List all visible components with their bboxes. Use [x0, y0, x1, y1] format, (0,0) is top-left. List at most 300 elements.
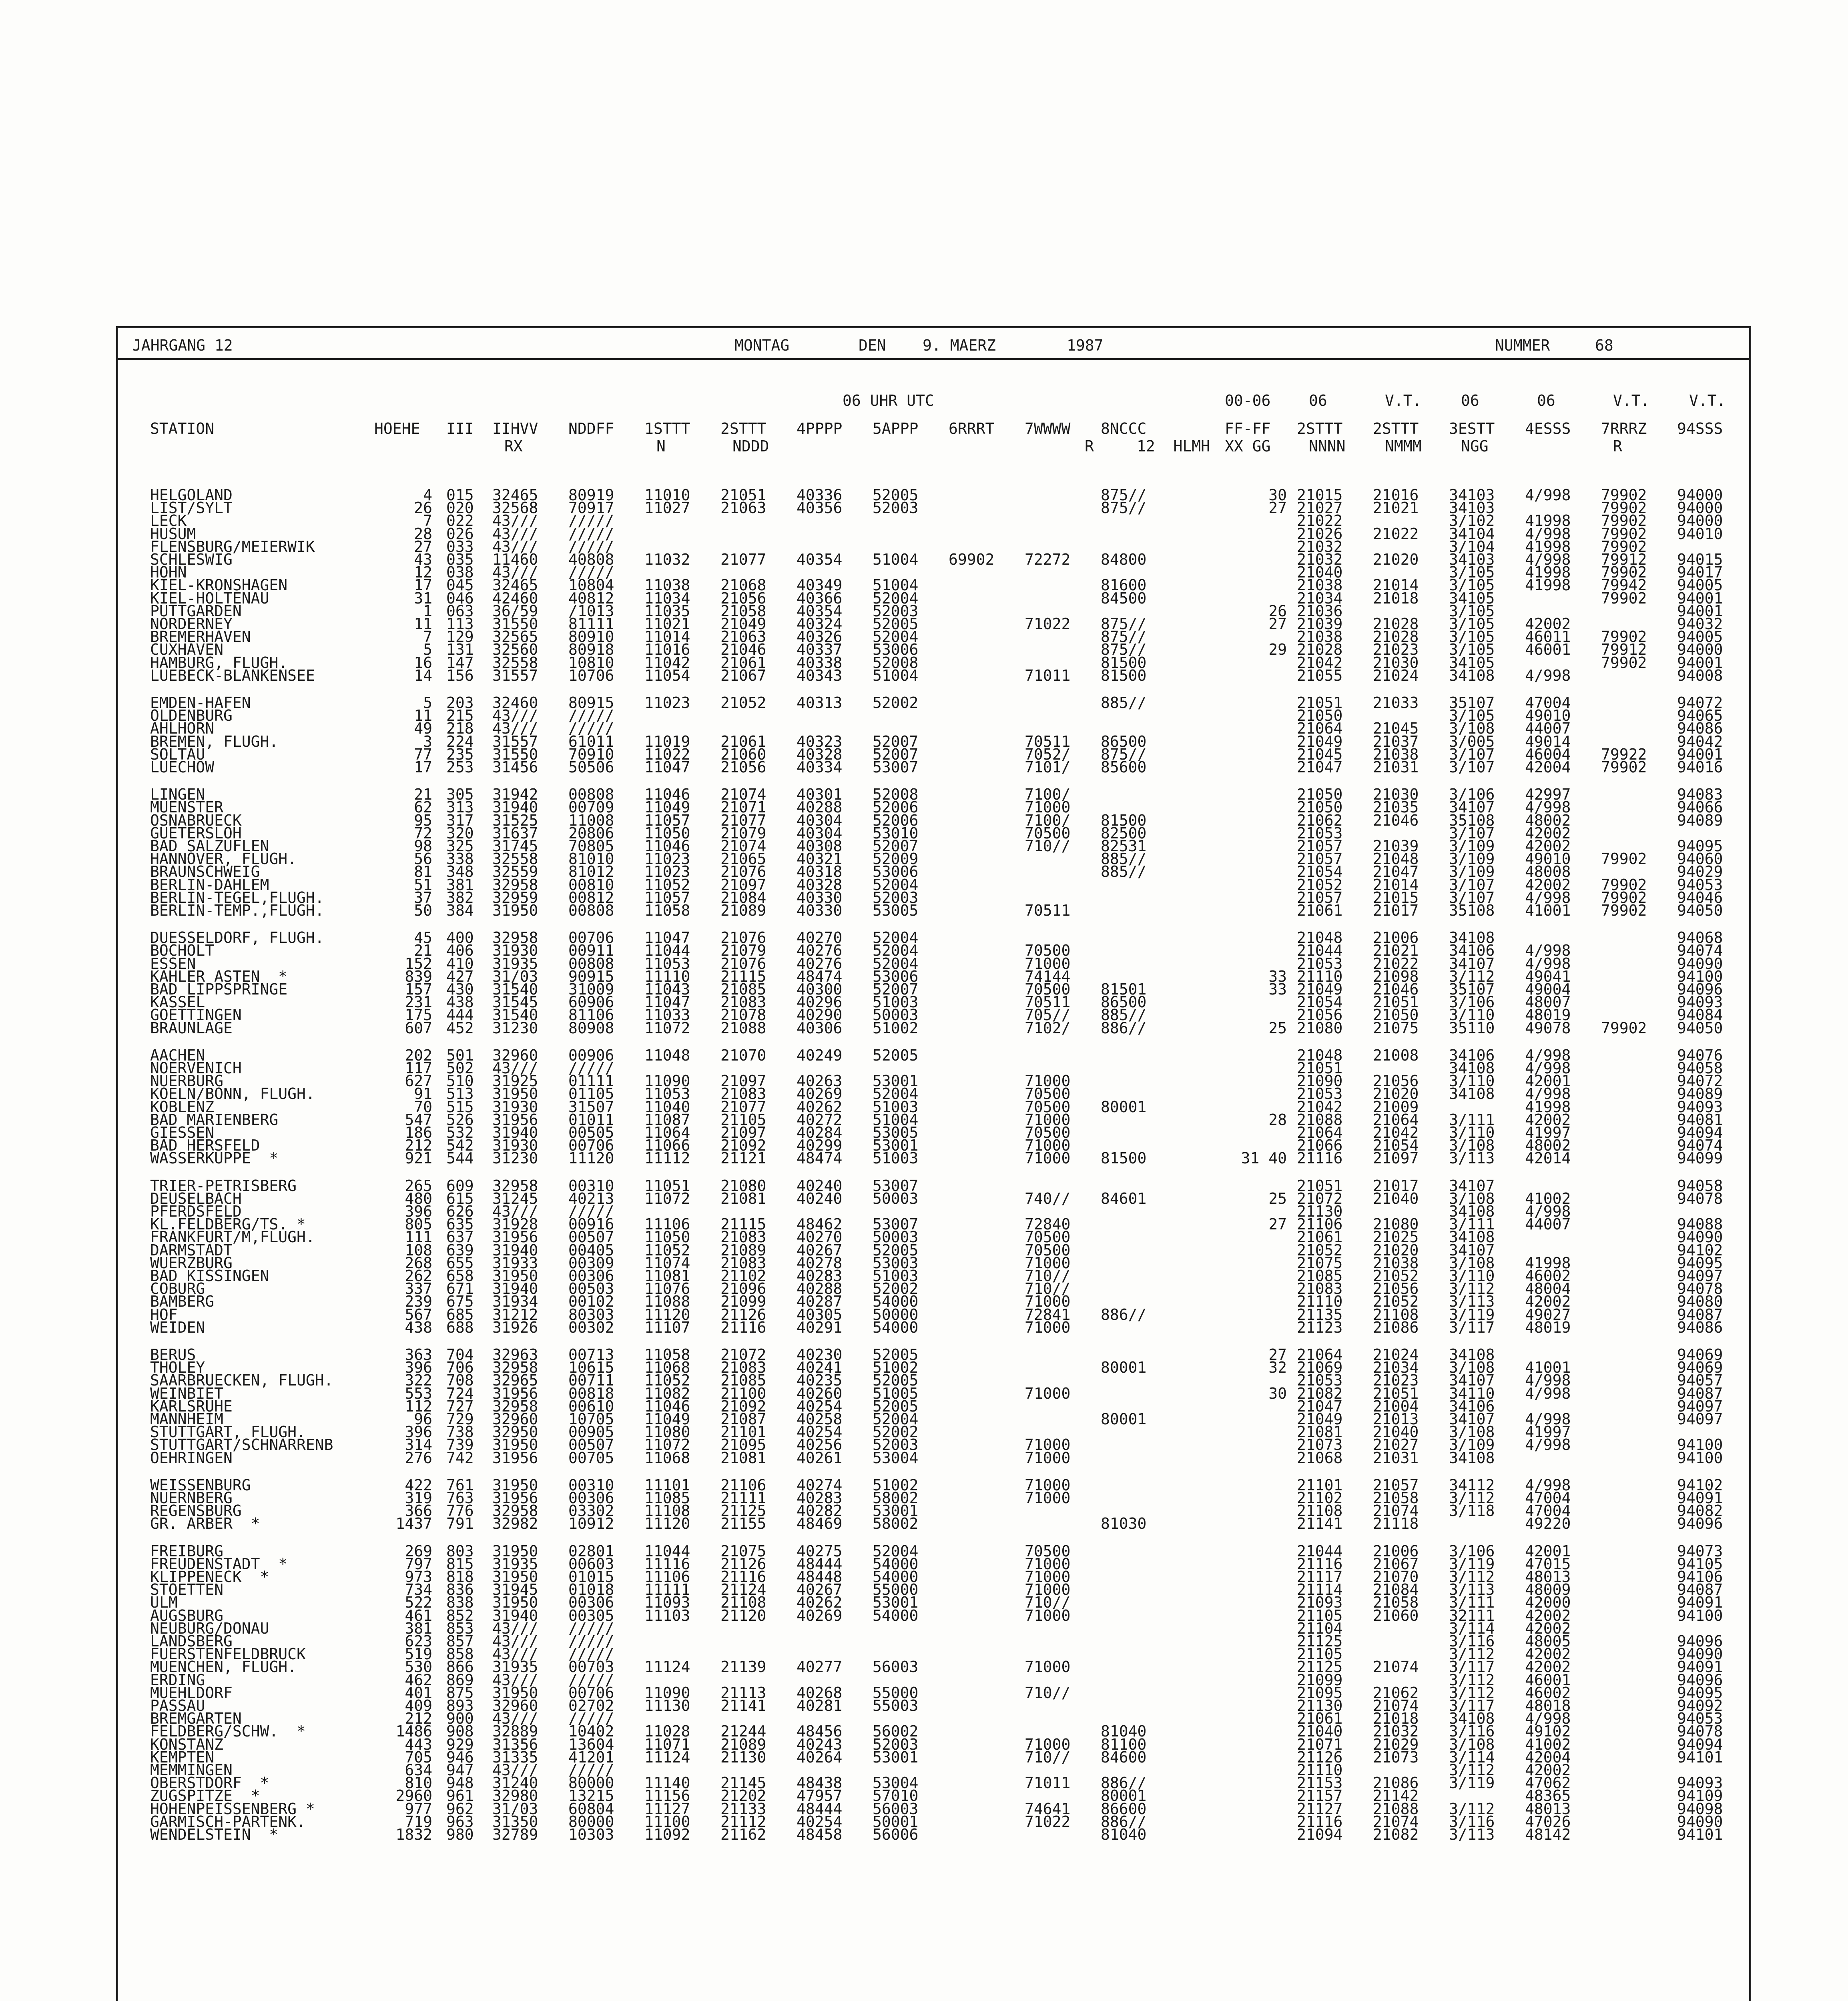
station-name: NEUBURG/DONAU	[150, 1619, 269, 1637]
table-cell: 31/03	[492, 967, 538, 985]
table-cell: 52004	[873, 589, 919, 607]
station-name: PUTTGARDEN	[150, 602, 242, 620]
table-cell: 21054	[1373, 1137, 1419, 1155]
table-cell: 81600	[1101, 576, 1147, 594]
table-cell: 32460	[492, 694, 538, 712]
table-cell: 10303	[568, 1826, 614, 1843]
table-cell: 21115	[720, 1215, 766, 1233]
table-cell: 858	[446, 1645, 474, 1663]
column-header: 6RRRT	[949, 420, 995, 437]
table-cell: 7102/	[1025, 1019, 1071, 1037]
table-cell: 4/998	[1525, 1476, 1571, 1494]
table-cell: 40287	[797, 1293, 843, 1311]
table-cell: 42000	[1525, 1594, 1571, 1612]
table-cell: 55003	[873, 1697, 919, 1714]
table-cell: 00302	[568, 1318, 614, 1336]
table-cell: 10912	[568, 1515, 614, 1533]
table-cell: 519	[405, 1645, 432, 1663]
column-header: 2STTT	[1373, 420, 1419, 437]
table-cell: 40213	[568, 1189, 614, 1207]
station-name: OSNABRUECK	[150, 811, 242, 829]
table-cell: 21074	[1373, 1697, 1419, 1714]
table-cell: 729	[446, 1410, 474, 1428]
table-cell: 32789	[492, 1826, 538, 1843]
table-cell: 11085	[644, 1489, 690, 1507]
table-cell: 00808	[568, 786, 614, 804]
table-cell: 21058	[1373, 1489, 1419, 1507]
column-header: III	[446, 420, 474, 437]
table-cell: 21064	[1297, 1346, 1343, 1363]
table-cell: 71000	[1025, 1568, 1071, 1586]
table-cell: 21075	[1297, 1254, 1343, 1272]
table-cell: 46001	[1525, 1671, 1571, 1689]
table-cell: 00306	[568, 1594, 614, 1612]
table-cell: 14	[414, 666, 432, 684]
table-cell: 34108	[1449, 929, 1495, 947]
table-cell: 727	[446, 1397, 474, 1415]
table-cell: 31950	[492, 902, 538, 919]
column-header: 4ESSS	[1525, 420, 1571, 437]
table-cell: 79902	[1601, 563, 1647, 581]
station-name: WUERZBURG	[150, 1254, 233, 1272]
table-cell: 3/116	[1449, 1632, 1495, 1650]
table-cell: 21057	[1297, 888, 1343, 906]
table-cell: 00505	[568, 1124, 614, 1141]
column-header: HOEHE	[374, 420, 420, 437]
table-cell: 3/108	[1449, 1735, 1495, 1753]
table-cell: 96	[414, 1410, 432, 1428]
table-cell: 11090	[644, 1072, 690, 1090]
table-cell: 21127	[1297, 1800, 1343, 1818]
table-cell: 31934	[492, 1293, 538, 1311]
table-cell: 72841	[1025, 1305, 1071, 1323]
table-cell: 40262	[797, 1098, 843, 1116]
table-cell: 40281	[797, 1697, 843, 1714]
table-cell: 11066	[644, 1137, 690, 1155]
table-cell: 639	[446, 1241, 474, 1259]
column-header: 2STTT	[1297, 420, 1343, 437]
table-row	[118, 667, 1749, 685]
table-cell: 963	[446, 1813, 474, 1831]
table-cell: 035	[446, 551, 474, 568]
table-cell: 11052	[644, 876, 690, 894]
table-cell: 875//	[1101, 486, 1147, 504]
table-cell: 112	[405, 1397, 432, 1415]
table-cell: 438	[405, 1318, 432, 1336]
table-cell: 32558	[492, 654, 538, 672]
station-name: COBURG	[150, 1280, 205, 1298]
table-cell: 40260	[797, 1384, 843, 1402]
table-cell: 21049	[1297, 980, 1343, 998]
table-cell: 42002	[1525, 615, 1571, 633]
table-cell: 3/108	[1449, 1254, 1495, 1272]
table-cell: 40269	[797, 1085, 843, 1103]
table-cell: 348	[446, 863, 474, 881]
table-cell: 70511	[1025, 902, 1071, 919]
table-cell: 152	[405, 954, 432, 972]
table-cell: 79902	[1601, 525, 1647, 543]
table-cell: 71000	[1025, 1449, 1071, 1467]
station-name: PASSAU	[150, 1697, 205, 1714]
table-cell: 21072	[1297, 1189, 1343, 1207]
table-cell: 21101	[1297, 1476, 1343, 1494]
station-name: DARMSTADT	[150, 1241, 233, 1259]
station-name: NUERBURG	[150, 1072, 224, 1090]
table-cell: 00709	[568, 798, 614, 816]
table-cell: 41201	[568, 1748, 614, 1766]
table-cell: 52005	[873, 1371, 919, 1389]
table-cell: 52004	[873, 1542, 919, 1560]
table-cell: 47004	[1525, 1489, 1571, 1507]
table-cell: 53001	[873, 1748, 919, 1766]
table-cell: 627	[405, 1072, 432, 1090]
table-cell: 4/998	[1525, 888, 1571, 906]
table-cell: 47015	[1525, 1555, 1571, 1573]
table-cell: 79902	[1601, 758, 1647, 776]
table-cell: 406	[446, 942, 474, 960]
table-cell: 3/119	[1449, 1555, 1495, 1573]
table-cell: 70511	[1025, 732, 1071, 750]
table-cell: 852	[446, 1606, 474, 1624]
station-name: STUTTGART/SCHNARRENB	[150, 1436, 333, 1454]
table-cell: 34108	[1449, 1085, 1495, 1103]
table-cell: 31540	[492, 1006, 538, 1024]
table-cell: 00906	[568, 1046, 614, 1064]
table-cell: 21086	[1373, 1774, 1419, 1792]
table-cell: 21104	[1297, 1619, 1343, 1637]
table-cell: 444	[446, 1006, 474, 1024]
table-cell: 11	[414, 707, 432, 725]
table-cell: 21155	[720, 1515, 766, 1533]
table-cell: 015	[446, 486, 474, 504]
table-cell: 40306	[797, 1019, 843, 1037]
table-cell: 00713	[568, 1346, 614, 1363]
table-cell: 74144	[1025, 967, 1071, 985]
table-cell: 94100	[1677, 1606, 1723, 1624]
table-cell: 53007	[873, 758, 919, 776]
station-name: THOLEY	[150, 1359, 205, 1377]
table-cell: 42014	[1525, 1149, 1571, 1167]
table-cell: 21055	[1297, 666, 1343, 684]
table-cell: 94090	[1677, 1228, 1723, 1246]
table-cell: 00102	[568, 1293, 614, 1311]
table-cell: 21056	[720, 589, 766, 607]
table-cell: 34106	[1449, 1046, 1495, 1064]
table-cell: 21083	[1297, 1280, 1343, 1298]
table-cell: 21058	[720, 602, 766, 620]
table-cell: 51002	[873, 1476, 919, 1494]
table-cell: 21	[414, 942, 432, 960]
table-cell: 77	[414, 745, 432, 763]
table-cell: 43///	[492, 1632, 538, 1650]
table-cell: 81012	[568, 863, 614, 881]
table-cell: 31557	[492, 666, 538, 684]
table-cell: 94080	[1677, 1293, 1723, 1311]
station-name: KONSTANZ	[150, 1735, 224, 1753]
table-cell: 866	[446, 1658, 474, 1676]
table-cell: 21027	[1297, 499, 1343, 517]
table-cell: 79902	[1601, 850, 1647, 868]
table-cell: 94095	[1677, 1684, 1723, 1702]
column-group-header: 06	[1537, 392, 1555, 409]
table-cell: 81500	[1101, 666, 1147, 684]
table-cell: 11049	[644, 798, 690, 816]
table-cell: 675	[446, 1293, 474, 1311]
table-cell: 21062	[1297, 811, 1343, 829]
table-cell: 34108	[1449, 1228, 1495, 1246]
table-cell: 3/112	[1449, 1761, 1495, 1779]
table-cell: 11120	[644, 1305, 690, 1323]
table-cell: 52003	[873, 1436, 919, 1454]
station-name: EMDEN-HAFEN	[150, 694, 251, 712]
table-cell: 3/109	[1449, 1436, 1495, 1454]
table-cell: 11047	[644, 929, 690, 947]
table-cell: 94078	[1677, 1280, 1723, 1298]
station-name: REGENSBURG	[150, 1502, 242, 1520]
table-cell: 21126	[720, 1555, 766, 1573]
table-cell: 658	[446, 1267, 474, 1285]
table-cell: 35108	[1449, 811, 1495, 829]
table-cell: 3/118	[1449, 1502, 1495, 1520]
table-cell: 94001	[1677, 745, 1723, 763]
table-cell: 40269	[797, 1606, 843, 1624]
table-cell: 21040	[1297, 563, 1343, 581]
table-cell: 49014	[1525, 732, 1571, 750]
table-cell: 94000	[1677, 512, 1723, 530]
table-cell: 609	[446, 1177, 474, 1195]
table-cell: 71000	[1025, 1254, 1071, 1272]
table-cell: 31245	[492, 1189, 538, 1207]
table-cell: 461	[405, 1606, 432, 1624]
table-cell: 00306	[568, 1489, 614, 1507]
table-cell: 71000	[1025, 1318, 1071, 1336]
table-cell: 84601	[1101, 1189, 1147, 1207]
table-cell: 53001	[873, 1502, 919, 1520]
station-name: MUENSTER	[150, 798, 224, 816]
column-subheader: NNNN	[1309, 437, 1346, 455]
table-cell: 839	[405, 967, 432, 985]
table-cell: 4/998	[1525, 954, 1571, 972]
table-cell: /1013	[568, 602, 614, 620]
table-cell: 01105	[568, 1085, 614, 1103]
table-cell: 235	[446, 745, 474, 763]
table-cell: 305	[446, 786, 474, 804]
table-cell: 11116	[644, 1555, 690, 1573]
table-cell: 31956	[492, 1111, 538, 1129]
table-cell: 94090	[1677, 1813, 1723, 1831]
table-cell: 94096	[1677, 1632, 1723, 1650]
table-cell: 21022	[1373, 954, 1419, 972]
station-name: SCHLESWIG	[150, 551, 233, 568]
station-name: KOBLENZ	[150, 1098, 215, 1116]
table-cell: 11068	[644, 1359, 690, 1377]
table-cell: 48474	[797, 967, 843, 985]
table-cell: 00310	[568, 1476, 614, 1494]
table-cell: 501	[446, 1046, 474, 1064]
station-name: AUGSBURG	[150, 1606, 224, 1624]
table-cell: 94093	[1677, 1098, 1723, 1116]
table-cell: 43///	[492, 1710, 538, 1728]
table-cell: 27	[1268, 499, 1287, 517]
table-cell: 21153	[1297, 1774, 1343, 1792]
table-cell: 48019	[1525, 1006, 1571, 1024]
table-cell: 11053	[644, 954, 690, 972]
table-cell: 74641	[1025, 1800, 1071, 1818]
table-cell: 11053	[644, 1085, 690, 1103]
table-cell: 382	[446, 888, 474, 906]
table-cell: 21117	[1297, 1568, 1343, 1586]
table-cell: 49078	[1525, 1019, 1571, 1037]
table-cell: 11027	[644, 499, 690, 517]
table-cell: 11127	[644, 1800, 690, 1818]
table-cell: 21202	[720, 1787, 766, 1805]
station-name: BAD HERSFELD	[150, 1137, 260, 1155]
table-cell: 34108	[1449, 1346, 1495, 1363]
table-cell: 34106	[1449, 942, 1495, 960]
table-cell: 94000	[1677, 499, 1723, 517]
table-cell: 3/106	[1449, 786, 1495, 804]
table-cell: 21089	[720, 902, 766, 919]
table-cell: 48365	[1525, 1787, 1571, 1805]
table-cell: 21099	[720, 1293, 766, 1311]
table-cell: 4/998	[1525, 1085, 1571, 1103]
table-cell: 977	[405, 1800, 432, 1818]
table-cell: 52002	[873, 1423, 919, 1441]
table-cell: 885//	[1101, 850, 1147, 868]
table-cell: 21074	[720, 786, 766, 804]
table-cell: 21023	[1373, 1371, 1419, 1389]
table-cell: 48002	[1525, 811, 1571, 829]
table-cell: 21054	[1297, 993, 1343, 1011]
table-cell: 3/114	[1449, 1619, 1495, 1637]
table-cell: 81500	[1101, 811, 1147, 829]
station-name: AHLHORN	[150, 720, 215, 738]
table-cell: 11040	[644, 1098, 690, 1116]
table-cell: 00711	[568, 1371, 614, 1389]
table-cell: 033	[446, 537, 474, 555]
table-cell: 21027	[1373, 1436, 1419, 1454]
station-name: KIEL-HOLTENAU	[150, 589, 269, 607]
table-cell: 94074	[1677, 942, 1723, 960]
table-cell: 363	[405, 1346, 432, 1363]
table-cell: 52004	[873, 929, 919, 947]
table-cell: 98	[414, 837, 432, 855]
table-cell: 3/117	[1449, 1318, 1495, 1336]
column-subheader: NGG	[1461, 437, 1489, 455]
table-cell: 21051	[1297, 1059, 1343, 1077]
table-cell: 21086	[1373, 1318, 1419, 1336]
table-cell: 37	[414, 888, 432, 906]
station-name: KAHLER ASTEN *	[150, 967, 288, 985]
table-cell: 40336	[797, 486, 843, 504]
table-cell: 71000	[1025, 954, 1071, 972]
table-cell: 21081	[720, 1449, 766, 1467]
table-cell: 31950	[492, 1436, 538, 1454]
table-cell: 40349	[797, 576, 843, 594]
table-cell: 00503	[568, 1280, 614, 1298]
table-cell: 72840	[1025, 1215, 1071, 1233]
table-cell: 320	[446, 824, 474, 842]
table-cell: 21035	[1373, 798, 1419, 816]
table-cell: 21052	[1297, 876, 1343, 894]
table-cell: 21068	[1297, 1449, 1343, 1467]
table-cell: 85600	[1101, 758, 1147, 776]
table-cell: 43///	[492, 720, 538, 738]
table-cell: 52007	[873, 745, 919, 763]
table-cell: 038	[446, 563, 474, 581]
table-cell: 875//	[1101, 499, 1147, 517]
table-cell: 21004	[1373, 1397, 1419, 1415]
table-cell: 21052	[720, 694, 766, 712]
column-subheader: 12 HLMH	[1137, 437, 1210, 455]
table-cell: 21083	[720, 1254, 766, 1272]
station-name: HOHENPEISSENBERG *	[150, 1800, 315, 1818]
table-cell: 71000	[1025, 1658, 1071, 1676]
table-cell: 94060	[1677, 850, 1723, 868]
table-cell: 40284	[797, 1124, 843, 1141]
table-cell: 00911	[568, 942, 614, 960]
table-cell: 21051	[720, 486, 766, 504]
table-cell: 11023	[644, 863, 690, 881]
table-cell: 21098	[1373, 967, 1419, 985]
table-cell: 40328	[797, 876, 843, 894]
table-cell: 21026	[1297, 525, 1343, 543]
table-cell: 31212	[492, 1305, 538, 1323]
table-cell: 30	[1268, 486, 1287, 504]
table-cell: 21032	[1297, 551, 1343, 568]
table-cell: 51002	[873, 1359, 919, 1377]
table-cell: 00507	[568, 1436, 614, 1454]
table-cell: 3/112	[1449, 1684, 1495, 1702]
table-cell: 11023	[644, 850, 690, 868]
table-cell: 10402	[568, 1722, 614, 1740]
station-name: BAD KISSINGEN	[150, 1267, 269, 1285]
table-cell: 21085	[720, 1371, 766, 1389]
table-cell: 48019	[1525, 1318, 1571, 1336]
station-name: FLENSBURG/MEIERWIK	[150, 537, 315, 555]
table-cell: 79942	[1601, 576, 1647, 594]
station-name: DEUSELBACH	[150, 1189, 242, 1207]
table-cell: 21022	[1373, 525, 1419, 543]
station-name: LECK	[150, 512, 187, 530]
table-cell: 31956	[492, 1449, 538, 1467]
table-cell: 21053	[1297, 1371, 1343, 1389]
table-cell: 4/998	[1525, 798, 1571, 816]
table-cell: 40330	[797, 902, 843, 919]
station-name: HOHN	[150, 563, 187, 581]
table-cell: 41997	[1525, 1124, 1571, 1141]
table-cell: 32959	[492, 888, 538, 906]
table-cell: 94016	[1677, 758, 1723, 776]
table-cell: 31940	[492, 1124, 538, 1141]
table-cell: 224	[446, 732, 474, 750]
table-cell: 11051	[644, 1177, 690, 1195]
table-cell: 11054	[644, 666, 690, 684]
table-cell: 40268	[797, 1684, 843, 1702]
table-cell: 79902	[1601, 1019, 1647, 1037]
table-cell: 32960	[492, 1697, 538, 1714]
table-cell: 40330	[797, 888, 843, 906]
table-cell: 11057	[644, 811, 690, 829]
table-cell: 34108	[1449, 1059, 1495, 1077]
table-cell: 40318	[797, 863, 843, 881]
table-cell: 212	[405, 1137, 432, 1155]
table-cell: 11100	[644, 1813, 690, 1831]
table-cell: 045	[446, 576, 474, 594]
table-cell: 21038	[1373, 745, 1419, 763]
table-cell: 40256	[797, 1436, 843, 1454]
table-cell: 94001	[1677, 589, 1723, 607]
